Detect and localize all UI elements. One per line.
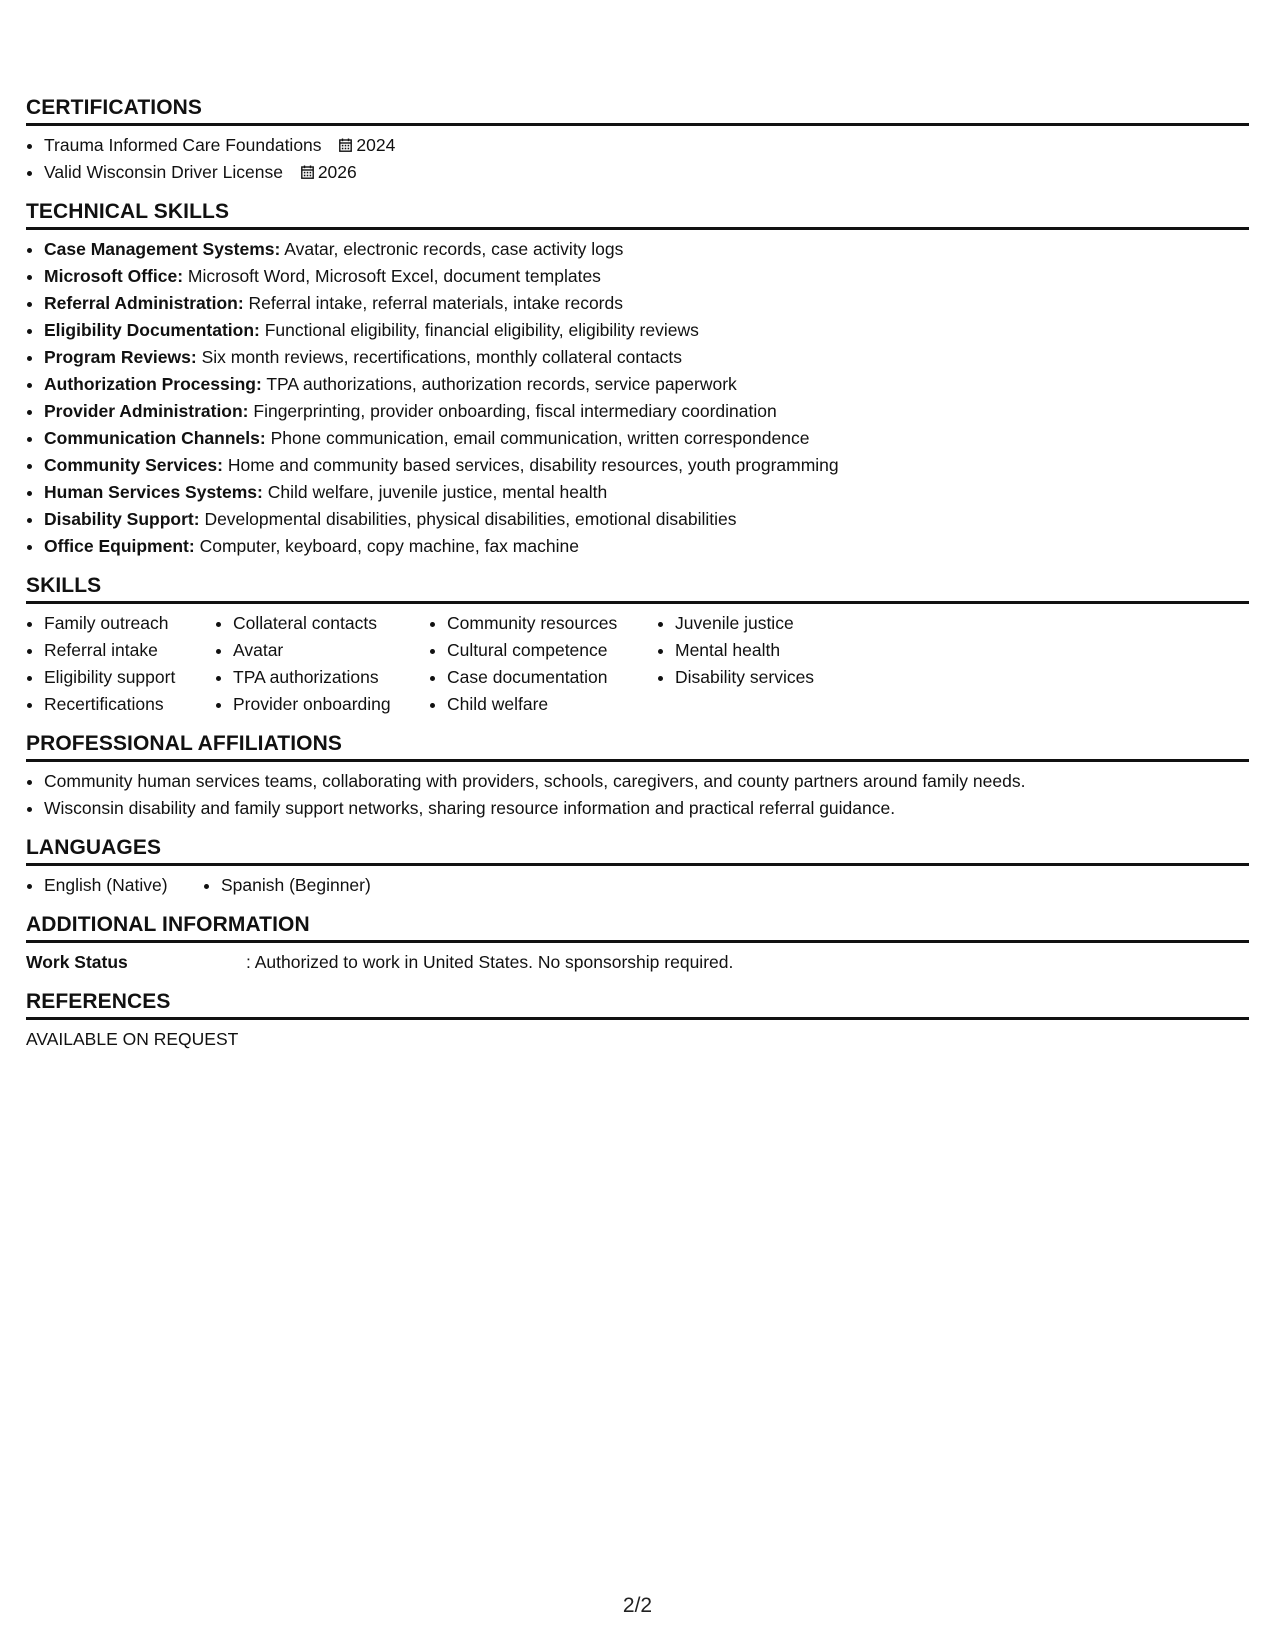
references-section <box>26 990 1249 1053</box>
skill-category-label: Authorization Processing: <box>44 374 262 394</box>
work-status-label: Work Status <box>26 952 128 972</box>
skill-category-value: Computer, keyboard, copy machine, fax machine <box>199 536 579 556</box>
list-item: • Referral intake <box>44 637 215 664</box>
skill-category-value: Developmental disabilities, physical disabilities, emotional disabilities <box>204 509 737 529</box>
list-item <box>44 344 1249 371</box>
list-item <box>44 425 1249 452</box>
skill-category-label: Human Services Systems: <box>44 482 263 502</box>
skill-category-value: Functional eligibility, financial eligibility, eligibility reviews <box>264 320 699 340</box>
skill-category-value: Child welfare, juvenile justice, mental health <box>267 482 608 502</box>
list-item: • Case documentation <box>447 664 657 691</box>
list-item: • Recertifications <box>44 691 215 718</box>
skills-column <box>429 610 657 718</box>
list-item: • Wisconsin disability and family support networks, sharing resource information and practical referral guidance. <box>44 795 1249 822</box>
languages-section <box>26 836 1249 899</box>
language-column <box>203 872 371 899</box>
skill-category-label: Community Services: <box>44 455 223 475</box>
skill-category-label: Disability Support: <box>44 509 200 529</box>
list-item <box>44 533 1249 560</box>
technical-skills-heading: TECHNICAL SKILLS <box>26 200 1249 230</box>
skill-category-label: Program Reviews: <box>44 347 197 367</box>
skill-category-label: Referral Administration: <box>44 293 244 313</box>
list-item <box>44 236 1249 263</box>
list-item: • Mental health <box>675 637 875 664</box>
list-item <box>44 132 1249 159</box>
list-item: • Spanish (Beginner) <box>221 872 371 899</box>
language-column <box>26 872 203 899</box>
skill-category-value: Fingerprinting, provider onboarding, fiscal intermediary coordination <box>253 401 777 421</box>
resume-page <box>26 96 1249 1067</box>
additional-information-heading: ADDITIONAL INFORMATION <box>26 913 1249 943</box>
skill-category-value: Six month reviews, recertifications, monthly collateral contacts <box>201 347 683 367</box>
list-item: • Collateral contacts <box>233 610 429 637</box>
list-item: • Community human services teams, collaborating with providers, schools, caregivers, and county partners around family needs. <box>44 768 1249 795</box>
skill-category-label: Provider Administration: <box>44 401 249 421</box>
affiliations-heading: PROFESSIONAL AFFILIATIONS <box>26 732 1249 762</box>
list-item <box>44 506 1249 533</box>
list-item <box>44 452 1249 479</box>
list-item <box>44 479 1249 506</box>
certifications-list <box>26 132 1249 186</box>
certification-year: 2024 <box>356 135 396 155</box>
certifications-heading: CERTIFICATIONS <box>26 96 1249 126</box>
certifications-section <box>26 96 1249 186</box>
references-heading: REFERENCES <box>26 990 1249 1020</box>
certification-name: Valid Wisconsin Driver License <box>44 162 283 182</box>
list-item: • Family outreach <box>44 610 215 637</box>
list-item <box>44 371 1249 398</box>
list-item <box>44 317 1249 344</box>
skill-category-label: Microsoft Office: <box>44 266 184 286</box>
skills-grid <box>26 610 1249 718</box>
list-item <box>44 263 1249 290</box>
additional-information-section <box>26 913 1249 976</box>
skills-column <box>215 610 429 718</box>
technical-skills-list <box>26 236 1249 560</box>
list-item: • Child welfare <box>447 691 657 718</box>
languages-list <box>26 872 1249 899</box>
skill-category-label: Case Management Systems: <box>44 239 281 259</box>
skill-category-value: Home and community based services, disability resources, youth programming <box>227 455 839 475</box>
skill-category-label: Eligibility Documentation: <box>44 320 260 340</box>
skill-category-value: Avatar, electronic records, case activity logs <box>284 239 624 259</box>
work-status-row <box>26 949 1249 976</box>
skills-section <box>26 574 1249 718</box>
list-item: • Cultural competence <box>447 637 657 664</box>
technical-skills-section <box>26 200 1249 560</box>
skills-heading: SKILLS <box>26 574 1249 604</box>
skill-category-value: Microsoft Word, Microsoft Excel, document templates <box>187 266 601 286</box>
skill-category-value: Referral intake, referral materials, intake records <box>248 293 623 313</box>
list-item: • Eligibility support <box>44 664 215 691</box>
work-status-value: : Authorized to work in United States. No sponsorship required. <box>246 952 734 972</box>
list-item: • Avatar <box>233 637 429 664</box>
list-item: • TPA authorizations <box>233 664 429 691</box>
certification-year: 2026 <box>317 162 357 182</box>
skills-column <box>657 610 875 718</box>
certification-name: Trauma Informed Care Foundations <box>44 135 322 155</box>
skill-category-value: Phone communication, email communication, written correspondence <box>270 428 810 448</box>
list-item: • Community resources <box>447 610 657 637</box>
references-text: AVAILABLE ON REQUEST <box>26 1029 239 1049</box>
calendar-icon <box>301 165 314 179</box>
list-item: • Juvenile justice <box>675 610 875 637</box>
list-item: • English (Native) <box>44 872 203 899</box>
list-item: • Disability services <box>675 664 875 691</box>
list-item <box>44 290 1249 317</box>
list-item <box>44 398 1249 425</box>
skill-category-label: Office Equipment: <box>44 536 195 556</box>
calendar-icon <box>339 138 352 152</box>
skill-category-value: TPA authorizations, authorization records, service paperwork <box>266 374 737 394</box>
skill-category-label: Communication Channels: <box>44 428 266 448</box>
affiliations-list <box>26 768 1249 822</box>
page-number: 2/2 <box>622 1594 653 1617</box>
skills-column <box>26 610 215 718</box>
languages-heading: LANGUAGES <box>26 836 1249 866</box>
affiliations-section <box>26 732 1249 822</box>
list-item: • Provider onboarding <box>233 691 429 718</box>
list-item <box>44 159 1249 186</box>
